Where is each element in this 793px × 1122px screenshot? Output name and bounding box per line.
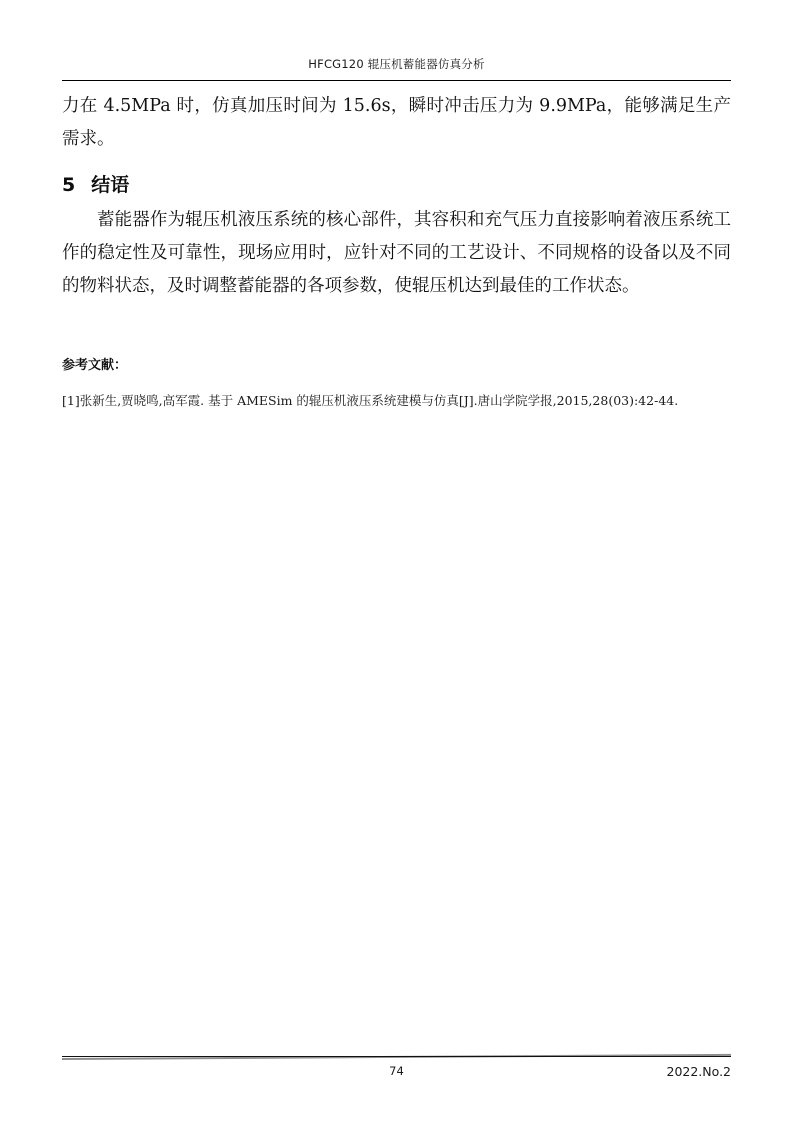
references-section [62, 355, 731, 411]
references-title: 参考文献： [62, 358, 128, 373]
page-footer [62, 1064, 731, 1084]
running-head [62, 55, 731, 73]
paragraph-continuation: 力在 4.5MPa 时，仿真加压时间为 15.6s，瞬时冲击压力为 9.9MPa，能够满足生产需求。 [62, 96, 731, 149]
footer-divider [62, 1056, 731, 1057]
reference-item: [1]张新生,贾晓鸣,高军霞. 基于 AMESim 的辊压机液压系统建模与仿真[J].唐山学院学报,2015,28(03):42-44. [62, 393, 679, 408]
issue-label: 2022.No.2 [666, 1064, 731, 1079]
page-content [62, 90, 731, 411]
page-number: 74 [389, 1064, 404, 1078]
section-heading [62, 170, 731, 200]
header-divider [62, 80, 731, 81]
running-head-text: HFCG120 辊压机蓄能器仿真分析 [308, 57, 485, 71]
section-title: 结语 [91, 174, 130, 196]
section-number: 5 [62, 174, 76, 196]
paragraph-conclusion: 蓄能器作为辊压机液压系统的核心部件，其容积和充气压力直接影响着液压系统工作的稳定性及可靠性，现场应用时，应针对不同的工艺设计、不同规格的设备以及不同的物料状态，及时调整蓄能器的各项参数，使辊压机达到最佳的工作状态。 [62, 210, 731, 296]
